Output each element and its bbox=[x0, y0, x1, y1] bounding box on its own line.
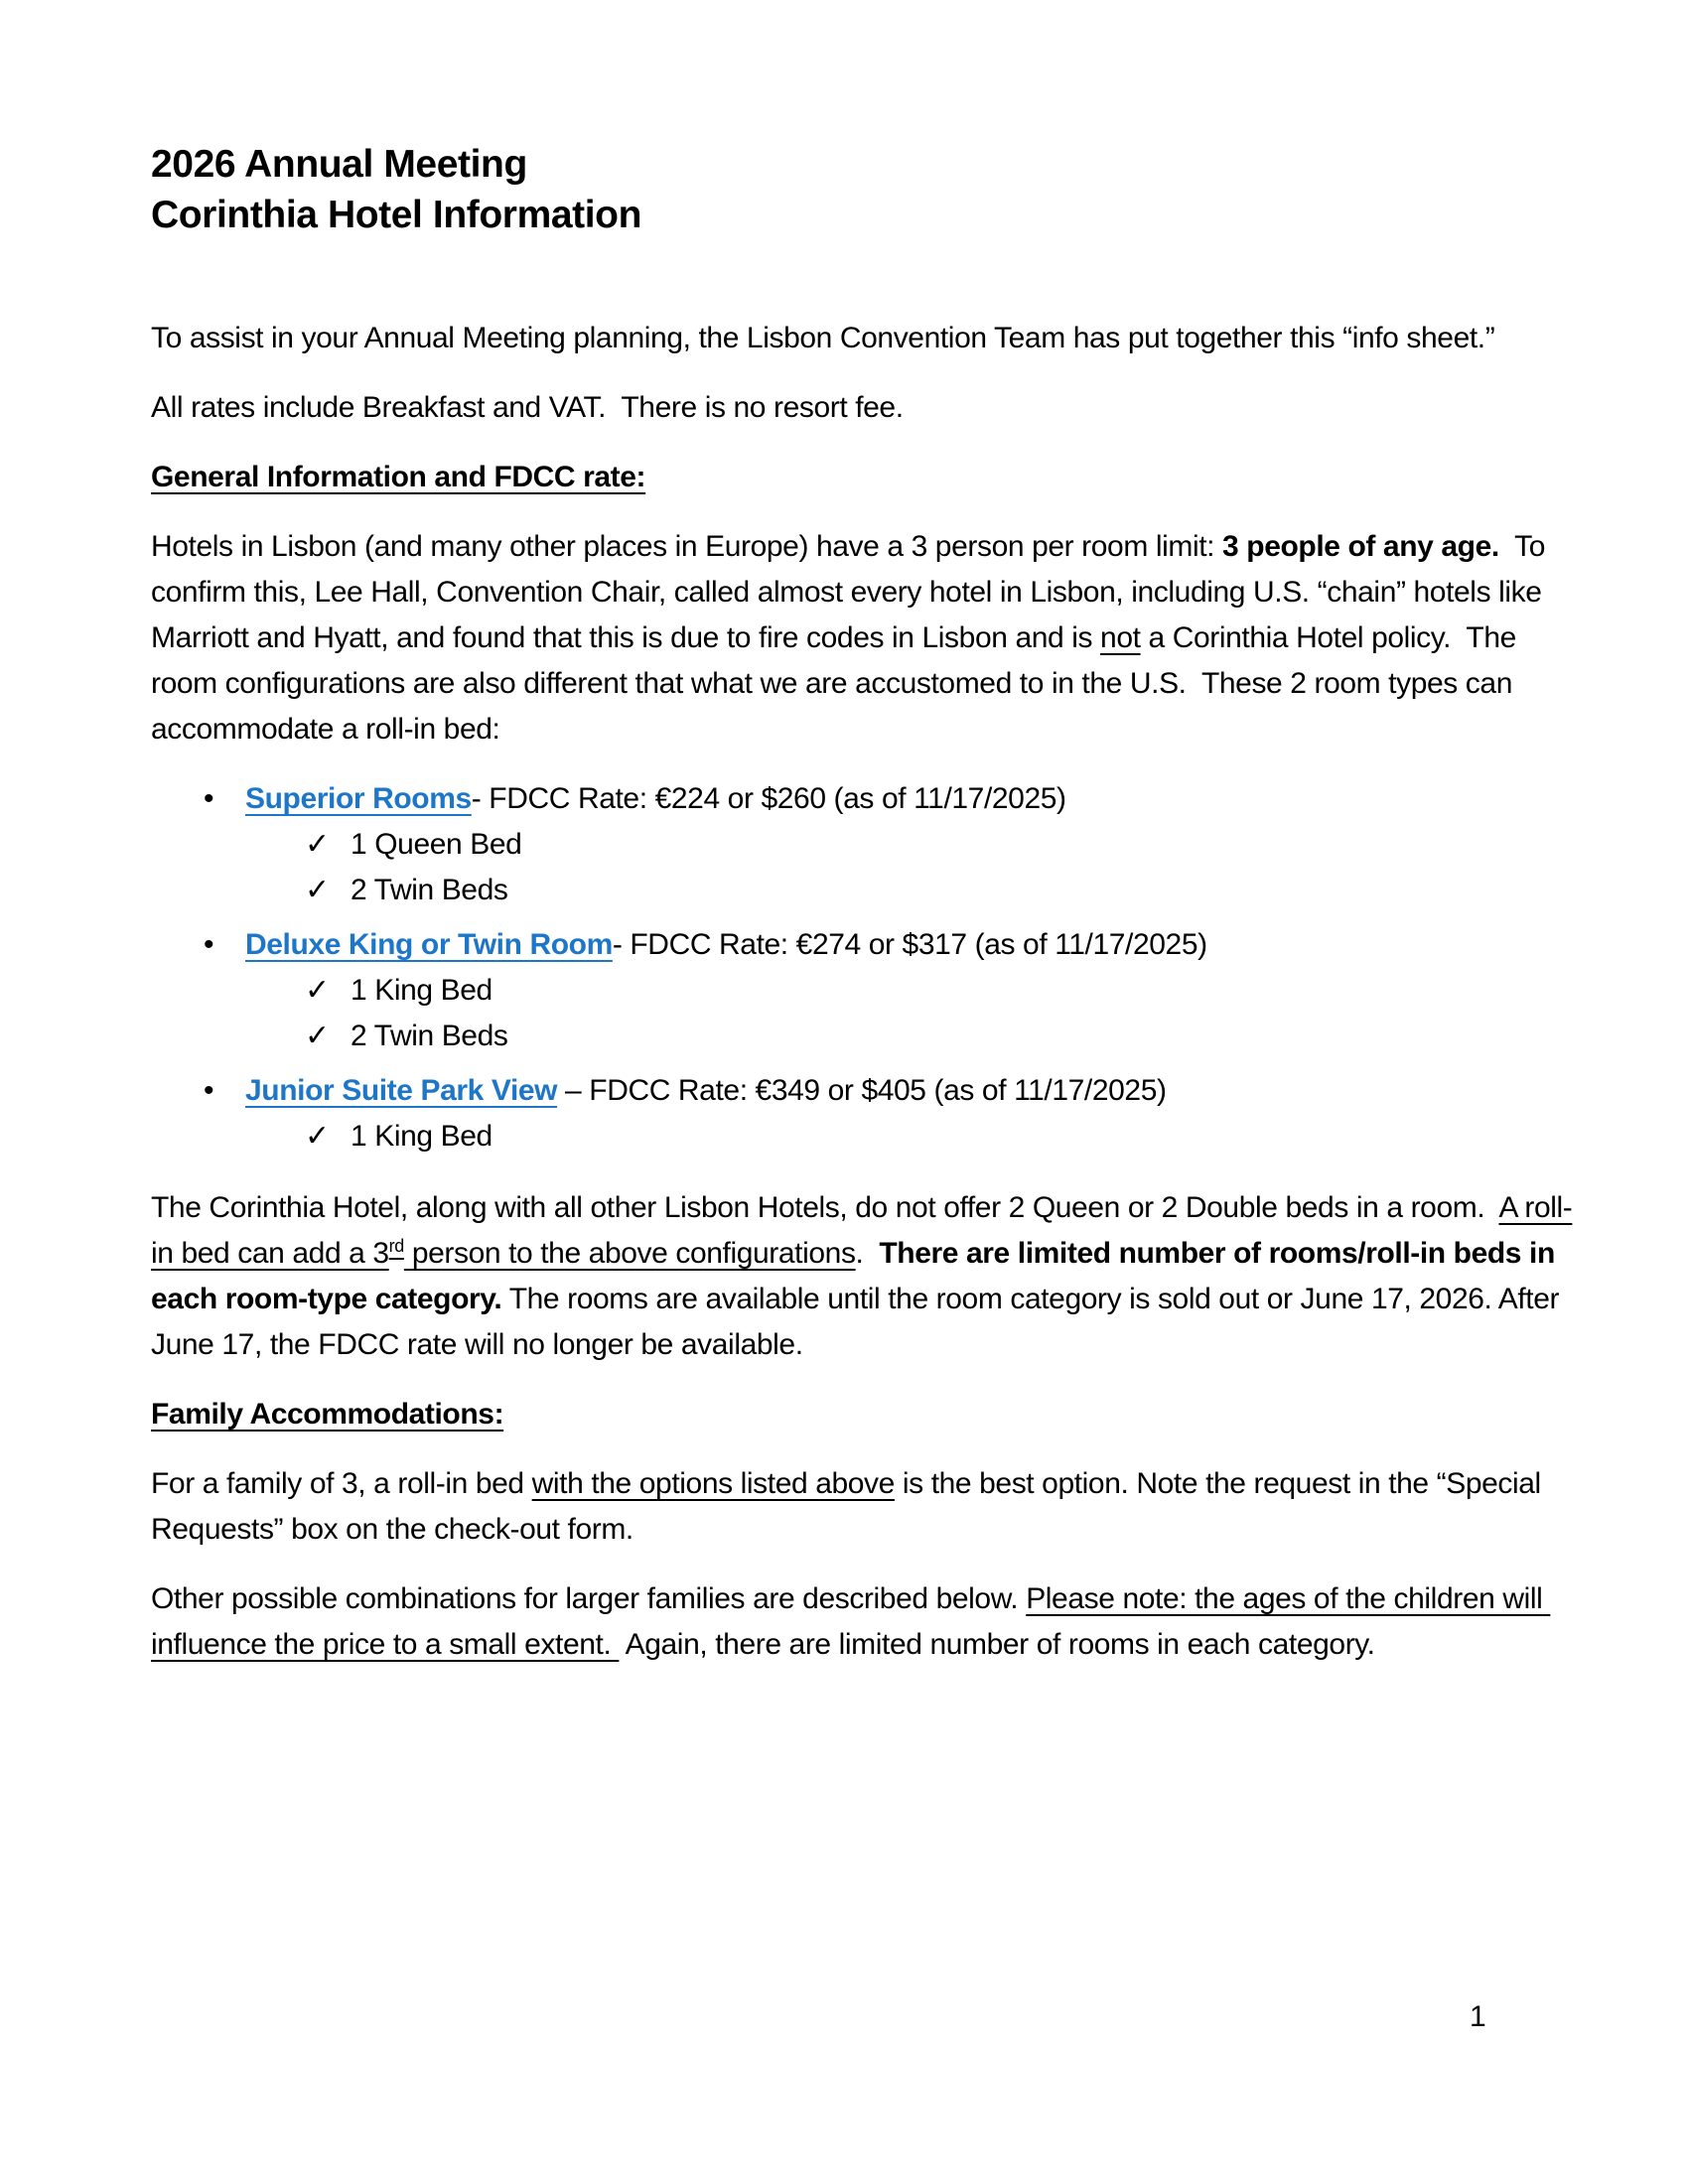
checkmark-icon: ✓ bbox=[305, 828, 330, 861]
bullet-list-item bbox=[204, 776, 1579, 822]
bullet-list-item bbox=[204, 922, 1579, 968]
document-title bbox=[151, 139, 1579, 240]
text-run: 2 Twin Beds bbox=[351, 874, 508, 906]
text-run: Hotels in Lisbon (and many other places in Europe) have a 3 person per room limit: bbox=[151, 530, 1223, 563]
document-body bbox=[151, 316, 1579, 1668]
paragraph bbox=[151, 1576, 1579, 1668]
list-item-text bbox=[245, 1068, 1167, 1114]
text-run: To assist in your Annual Meeting planning, the Lisbon Convention Team has put together this “info sheet.” bbox=[151, 322, 1495, 354]
text-run: All rates include Breakfast and VAT. There is no resort fee. bbox=[151, 391, 904, 424]
checkmark-icon: ✓ bbox=[305, 1120, 330, 1153]
junior-suite-park-view-link[interactable]: Junior Suite Park View bbox=[245, 1074, 558, 1107]
document-title-line2: Corinthia Hotel Information bbox=[151, 194, 642, 236]
check-list-item bbox=[305, 822, 1579, 868]
text-run: Family Accommodations: bbox=[151, 1398, 504, 1431]
list-item-text bbox=[351, 1014, 507, 1059]
document-content bbox=[151, 139, 1579, 1692]
text-run: A roll-in bed can add a 3 bbox=[151, 1191, 1573, 1270]
text-run: 1 King Bed bbox=[351, 1120, 492, 1153]
text-run: rd bbox=[388, 1236, 404, 1256]
page-number: 1 bbox=[1470, 2000, 1486, 2033]
list-item-text bbox=[351, 868, 507, 913]
text-run: To confirm this, Lee Hall, Convention Chair, called almost every hotel in Lisbon, including U.S. “chain” hotels like Marriott and Hyatt, and found that this is due to fire codes in Lisbon and is bbox=[151, 530, 1553, 654]
superior-rooms-link[interactable]: Superior Rooms bbox=[245, 782, 472, 815]
bullet-icon: • bbox=[204, 928, 214, 961]
document-title-line1: 2026 Annual Meeting bbox=[151, 143, 527, 186]
text-run: is the best option. Note the request in the “Special Requests” box on the check-out form. bbox=[151, 1467, 1549, 1546]
text-run: person to the above configurations bbox=[403, 1237, 856, 1270]
text-run: 2 Twin Beds bbox=[351, 1020, 508, 1052]
list-item-text bbox=[351, 1114, 492, 1160]
text-run: Please note: the ages of the children will influence the price to a small extent. bbox=[151, 1582, 1551, 1661]
text-run: The Corinthia Hotel, along with all other Lisbon Hotels, do not offer 2 Queen or 2 Double beds in a room. bbox=[151, 1191, 1499, 1224]
list-item-text bbox=[245, 776, 1066, 822]
heading bbox=[151, 455, 1579, 500]
text-run: General Information and FDCC rate: bbox=[151, 461, 646, 493]
deluxe-king-or-twin-room-link[interactable]: Deluxe King or Twin Room bbox=[245, 928, 613, 961]
paragraph bbox=[151, 1461, 1579, 1553]
text-run: – FDCC Rate: €349 or $405 (as of 11/17/2025) bbox=[557, 1074, 1167, 1107]
check-list-item bbox=[305, 968, 1579, 1014]
heading bbox=[151, 1392, 1579, 1437]
paragraph bbox=[151, 316, 1579, 361]
text-run: There are limited number of rooms/roll-in beds in each room-type category. bbox=[151, 1237, 1563, 1315]
bullet-icon: • bbox=[204, 1074, 214, 1107]
checkmark-icon: ✓ bbox=[305, 1020, 330, 1052]
check-list-item bbox=[305, 1114, 1579, 1160]
paragraph bbox=[151, 524, 1579, 752]
text-run: 1 King Bed bbox=[351, 974, 492, 1007]
list-item-text bbox=[245, 922, 1207, 968]
text-run: 1 Queen Bed bbox=[351, 828, 522, 861]
list-item-text bbox=[351, 822, 521, 868]
text-run: 3 people of any age. bbox=[1222, 530, 1499, 563]
text-run: . bbox=[855, 1237, 880, 1270]
paragraph bbox=[151, 1185, 1579, 1368]
bullet-list-item bbox=[204, 1068, 1579, 1114]
text-run: a Corinthia Hotel policy. The room configurations are also different that what we are accustomed to in the U.S. These 2 room types can accommodate a roll-in bed: bbox=[151, 621, 1524, 746]
checkmark-icon: ✓ bbox=[305, 874, 330, 906]
check-list-item bbox=[305, 1014, 1579, 1059]
text-run: Again, there are limited number of rooms in each category. bbox=[619, 1628, 1375, 1661]
text-run: - FDCC Rate: €224 or $260 (as of 11/17/2025) bbox=[471, 782, 1066, 815]
text-run: Other possible combinations for larger families are described below. bbox=[151, 1582, 1027, 1615]
text-run: The rooms are available until the room category is sold out or June 17, 2026. After June 17, the FDCC rate will no longer be available. bbox=[151, 1283, 1568, 1361]
text-run: - FDCC Rate: €274 or $317 (as of 11/17/2025) bbox=[612, 928, 1207, 961]
checkmark-icon: ✓ bbox=[305, 974, 330, 1007]
text-run: For a family of 3, a roll-in bed bbox=[151, 1467, 532, 1500]
check-list-item bbox=[305, 868, 1579, 913]
bullet-icon: • bbox=[204, 782, 214, 815]
list-item-text bbox=[351, 968, 492, 1014]
text-run: not bbox=[1100, 621, 1141, 654]
paragraph bbox=[151, 385, 1579, 431]
text-run: with the options listed above bbox=[531, 1467, 895, 1500]
